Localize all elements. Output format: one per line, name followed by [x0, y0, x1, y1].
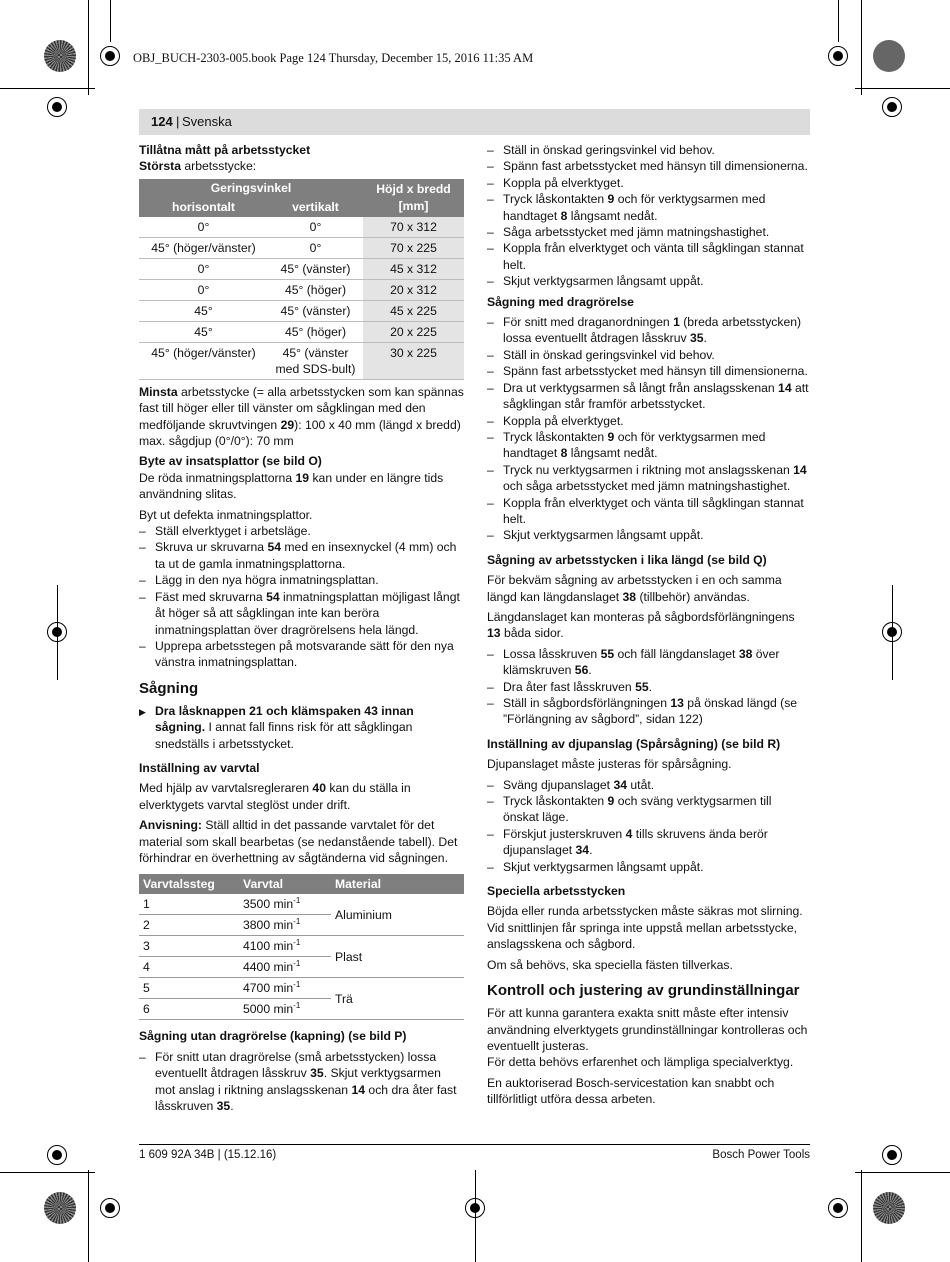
list-item: – Koppla på elverktyget. — [487, 413, 810, 429]
table-header: vertikalt — [268, 198, 363, 217]
table-row — [139, 217, 464, 238]
paragraph: Byt ut defekta inmatningsplattor. — [139, 507, 313, 522]
footer-brand: Bosch Power Tools — [712, 1149, 810, 1161]
table-cell: 3 — [139, 936, 239, 957]
table-cell: Plast — [331, 936, 464, 978]
page-language: Svenska — [182, 114, 232, 129]
table-cell: 45° — [139, 300, 268, 321]
color-disc-icon — [873, 40, 905, 72]
trim-line — [0, 88, 95, 89]
list-item: – Tryck låskontakten 9 och sväng verktygsarmen till önskat läge. — [487, 793, 810, 826]
paragraph: max. sågdjup (0°/0°): 70 mm — [139, 434, 294, 449]
table-cell: 45° (höger) — [268, 321, 363, 342]
table-cell: 0° — [139, 217, 268, 238]
list-item: – Skjut verktygsarmen långsamt uppåt. — [487, 273, 810, 289]
table-cell: 4700 $\min^{-1}$ — [239, 978, 331, 999]
crosshair-icon — [45, 1143, 69, 1167]
footer-document-code: 1 609 92A 34B | (15.12.16) — [139, 1149, 277, 1161]
paragraph: Anvisning: Ställ alltid in det passande varvtalet för det material som skall bearbetas (se nedanstående tabell). Det förhindrar en överhettning av sågtänderna vid sågningen. — [139, 818, 458, 865]
table-cell: 2 — [139, 915, 239, 936]
crosshair-icon — [45, 95, 69, 119]
paragraph: De röda inmatningsplattorna 19 kan under en längre tids användning slitas. — [139, 470, 444, 502]
table-cell: 45° (vänster med SDS-bult) — [268, 342, 363, 379]
table-cell: 4400 $\min^{-1}$ — [239, 957, 331, 978]
table-header: Varvtalssteg — [139, 874, 239, 894]
crosshair-icon — [98, 1196, 122, 1220]
table-row — [139, 300, 464, 321]
list-item: – Dra åter fast låsskruven 55. — [487, 679, 810, 695]
list-item: – Skjut verktygsarmen långsamt uppåt. — [487, 859, 810, 875]
list-item: – Ställ in önskad geringsvinkel vid behov. — [487, 347, 810, 363]
table-cell: 20 x 225 — [363, 321, 464, 342]
trim-line — [88, 0, 89, 95]
list-item: – Tryck nu verktygsarmen i riktning mot anslagsskenan 14 och såga arbetsstycket med jämn matningshastighet. — [487, 462, 810, 495]
page-divider: | — [176, 114, 180, 129]
trim-line — [0, 1172, 95, 1173]
list-item: – Ställ elverktyget i arbetsläge. — [139, 523, 464, 539]
section-heading: Sågning utan dragrörelse (kapning) (se bild P) — [139, 1029, 407, 1044]
list-item: – Lossa låsskruven 55 och fäll längdanslaget 38 över klämskruven 56. — [487, 646, 810, 679]
paragraph: För detta behövs erfarenhet och lämpliga specialverktyg. — [487, 1055, 794, 1070]
paragraph: För att kunna garantera exakta snitt måste efter intensiv användning elverktygets grundinställningar kontrolleras och eventuellt justeras. — [487, 1006, 808, 1053]
table-cell: 5 — [139, 978, 239, 999]
trim-line — [855, 88, 950, 89]
table-cell: 4 — [139, 957, 239, 978]
crosshair-icon — [880, 1143, 904, 1167]
crosshair-icon — [98, 44, 122, 68]
table-cell: 3800 $\min^{-1}$ — [239, 915, 331, 936]
table-row — [139, 936, 464, 957]
table-row — [139, 894, 464, 915]
trim-line — [861, 1170, 862, 1262]
list-item: – Skruva ur skruvarna 54 med en insexnyckel (4 mm) och ta ut de gamla inmatningsplattorna. — [139, 539, 464, 572]
paragraph: Böjda eller runda arbetsstycken måste säkras mot slirning. Vid snittlinjen får springa inte uppstå mellan arbetsstycke, anslagsskena och sågbord. — [487, 904, 803, 952]
table-cell: 3500 $\min^{-1}$ — [239, 894, 331, 915]
trim-line — [855, 1172, 950, 1173]
trim-line — [88, 1170, 89, 1262]
paragraph: Djupanslaget måste justeras för spårsågning. — [487, 757, 732, 772]
section-title: Kontroll och justering av grundinställningar — [487, 982, 800, 1000]
table-cell: 30 x 225 — [363, 342, 464, 379]
paragraph: En auktoriserad Bosch-servicestation kan snabbt och tillförlitligt utföra dessa arbeten. — [487, 1075, 775, 1107]
table-cell: 70 x 312 — [363, 217, 464, 238]
workpiece-size-table — [139, 179, 464, 380]
table-cell: 45 x 312 — [363, 258, 464, 279]
list-item: – Förskjut justerskruven 4 tills skruvens ända berör djupanslaget 34. — [487, 826, 810, 859]
list-item: – För snitt med draganordningen 1 (breda arbetsstycken) lossa eventuellt åtdragen låsskruv 35. — [487, 314, 810, 347]
paragraph: Med hjälp av varvtalsregleraren 40 kan du ställa in elverktygets varvtal steglöst under drift. — [139, 781, 411, 812]
table-cell: 5000 $\min^{-1}$ — [239, 999, 331, 1020]
paragraph: Minsta arbetsstycke (= alla arbetsstycken som kan spännas fast till höger eller till vänster om sågklingan med den medföljande skruvtvingen 29): 100 x 40 mm (längd x bredd) — [139, 384, 464, 432]
warning-item: ▶ Dra låsknappen 21 och klämspaken 43 innan sågning. I annat fall finns risk för att sågklingan snedställs i arbetsstycket. — [139, 703, 464, 752]
section-heading: Sågning med dragrörelse — [487, 294, 634, 309]
table-cell: 45° (vänster) — [268, 300, 363, 321]
list-item: – Tryck låskontakten 9 och för verktygsarmen med handtaget 8 långsamt nedåt. — [487, 191, 810, 224]
paragraph: Om så behövs, ska speciella fästen tillverkas. — [487, 957, 733, 972]
crosshair-icon — [826, 44, 850, 68]
color-rosette-icon — [44, 40, 76, 72]
list-item: – Såga arbetsstycket med jämn matningshastighet. — [487, 224, 810, 240]
paragraph: Största arbetsstycke: — [139, 159, 257, 174]
table-cell: 45° — [139, 321, 268, 342]
crosshair-icon — [826, 1196, 850, 1220]
table-cell: 0° — [139, 279, 268, 300]
trim-line — [57, 585, 58, 680]
speed-table — [139, 874, 464, 1020]
table-header: Material — [331, 874, 464, 894]
table-cell: 6 — [139, 999, 239, 1020]
table-cell: 45° (höger) — [268, 279, 363, 300]
table-cell: 45° (höger/vänster) — [139, 342, 268, 379]
list-item: – För snitt utan dragrörelse (små arbetsstycken) lossa eventuellt åtdragen låsskruv 35. Skjut verktygsarmen mot anslag i riktning anslagsskenan 14 och dra åter fast låsskruven 35. — [139, 1049, 464, 1115]
section-heading: Speciella arbetsstycken — [487, 884, 626, 899]
color-rosette-icon — [873, 1192, 905, 1224]
list-item: – Ställ in önskad geringsvinkel vid behov. — [487, 142, 810, 158]
table-cell: 45° (höger/vänster) — [139, 237, 268, 258]
table-cell: 1 — [139, 894, 239, 915]
table-cell: Trä — [331, 978, 464, 1020]
crosshair-icon — [880, 95, 904, 119]
trim-line — [861, 0, 862, 95]
section-heading: Tillåtna mått på arbetsstycket — [139, 143, 311, 157]
table-cell: 0° — [139, 258, 268, 279]
list-item: – Upprepa arbetsstegen på motsvarande sätt för den nya vänstra inmatningsplattan. — [139, 638, 464, 671]
table-cell: 4100 $\min^{-1}$ — [239, 936, 331, 957]
table-cell: 0° — [268, 237, 363, 258]
table-row — [139, 342, 464, 379]
section-heading: Byte av insatsplattor (se bild O) — [139, 454, 322, 469]
page-number: 124 — [151, 114, 173, 129]
list-item: – Koppla från elverktyget och vänta till sågklingan stannat helt. — [487, 495, 810, 528]
list-item: – Skjut verktygsarmen långsamt uppåt. — [487, 527, 810, 543]
section-heading: Inställning av djupanslag (Spårsågning) (se bild R) — [487, 736, 781, 751]
table-row — [139, 279, 464, 300]
color-rosette-icon — [44, 1192, 76, 1224]
table-row — [139, 258, 464, 279]
page-header-band — [139, 109, 810, 135]
paragraph: Längdanslaget kan monteras på sågbordsförlängningens 13 båda sidor. — [487, 609, 795, 641]
table-header: Varvtal — [239, 874, 331, 894]
table-row — [139, 237, 464, 258]
list-item: – Koppla på elverktyget. — [487, 175, 810, 191]
print-job-header: OBJ_BUCH-2303-005.book Page 124 Thursday, December 15, 2016 11:35 AM — [133, 51, 534, 65]
paragraph: För bekväm sågning av arbetsstycken i en och samma längd kan längdanslaget 38 (tillbehör) användas. — [487, 573, 782, 604]
table-cell: 45° (vänster) — [268, 258, 363, 279]
table-cell: 45 x 225 — [363, 300, 464, 321]
trim-line — [892, 585, 893, 680]
section-heading: Sågning av arbetsstycken i lika längd (se bild Q) — [487, 552, 767, 567]
table-row — [139, 978, 464, 999]
trim-line — [475, 1170, 476, 1262]
table-cell: 0° — [268, 217, 363, 238]
list-item: – Dra ut verktygsarmen så långt från anslagsskenan 14 att sågklingan står framför arbetsstycket. — [487, 380, 810, 413]
left-column — [139, 142, 464, 1114]
table-header: Geringsvinkel — [139, 179, 363, 198]
right-column — [487, 142, 810, 1108]
section-title: Sågning — [139, 679, 199, 697]
list-item: – Fäst med skruvarna 54 inmatningsplattan möjligast långt åt höger så att sågklingan inte kan beröra inmatningsplattan över dragrörelsens hela längd. — [139, 589, 464, 638]
list-item: – Spänn fast arbetsstycket med hänsyn till dimensionerna. — [487, 363, 810, 379]
table-row — [139, 321, 464, 342]
trim-line — [838, 0, 839, 42]
table-header: Höjd x bredd [mm] — [363, 179, 464, 217]
list-item: – Koppla från elverktyget och vänta till sågklingan stannat helt. — [487, 240, 810, 273]
table-cell: 20 x 312 — [363, 279, 464, 300]
section-heading: Inställning av varvtal — [139, 760, 260, 775]
list-item: – Sväng djupanslaget 34 utåt. — [487, 777, 810, 793]
table-cell: Aluminium — [331, 894, 464, 936]
list-item: – Ställ in sågbordsförlängningen 13 på önskad längd (se ”Förlängning av sågbord”, sidan 122) — [487, 695, 810, 728]
table-cell: 70 x 225 — [363, 237, 464, 258]
list-item: – Tryck låskontakten 9 och för verktygsarmen med handtaget 8 långsamt nedåt. — [487, 429, 810, 462]
trim-line — [110, 0, 111, 42]
table-header: horisontalt — [139, 198, 268, 217]
list-item: – Spänn fast arbetsstycket med hänsyn till dimensionerna. — [487, 158, 810, 174]
footer-rule — [139, 1144, 810, 1145]
list-item: – Lägg in den nya högra inmatningsplattan. — [139, 572, 464, 588]
